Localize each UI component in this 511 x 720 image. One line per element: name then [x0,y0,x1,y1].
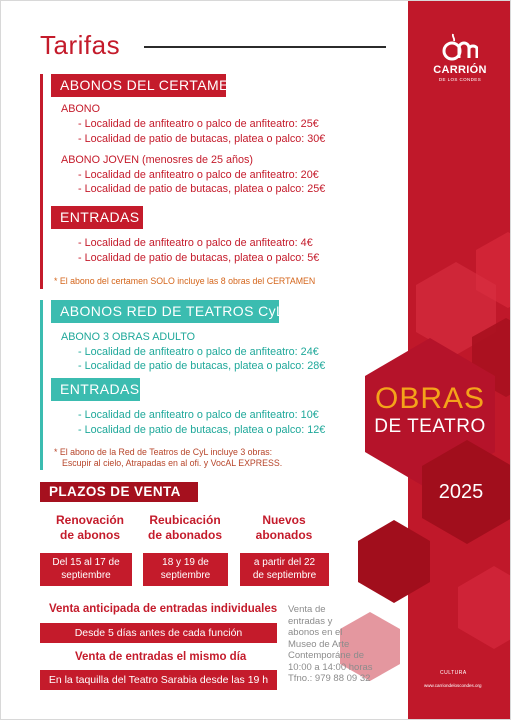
abonos-certamen-label: ABONOS DEL CERTAMEN [51,74,226,97]
renovacion-date-2: septiembre [61,570,111,581]
teatro-title: DE TEATRO [374,416,486,437]
reubicacion-dates [143,553,228,586]
year-label: 2025 [438,481,484,503]
nuevos-date-1: a partir del 22 [253,557,316,568]
red-side-bar [40,74,43,289]
page-title: Tarifas [40,30,121,60]
abonos-red-label: ABONOS RED DE TEATROS CyL [51,300,279,323]
entradas-red-line-2: - Localidad de patio de butacas, platea o palco: 12€ [78,424,326,436]
reubicacion-date-1: 18 y 19 de [162,557,209,568]
abono-red-line-2: - Localidad de patio de butacas, platea o palco: 28€ [78,360,326,372]
red-note-2: Escupir al cielo, Atrapadas en al ofi. y VocAL EXPRESS. [62,458,283,468]
certamen-note: * El abono del certamen SOLO incluye las 8 obras del CERTAMEN [54,276,316,286]
venta-info-line: abonos en el [288,627,343,638]
abono-joven-title: ABONO JOVEN (menosres de 25 años) [61,154,254,166]
nuevos-date-2: de septiembre [252,570,317,581]
mismo-dia-heading: Venta de entradas el mismo día [75,651,247,663]
nuevos-heading-1: Nuevos [262,513,306,527]
nuevos-heading-2: abonados [255,528,313,542]
cultura-label: CULTURA [440,670,467,676]
entradas-line-2: - Localidad de patio de butacas, platea o palco: 5€ [78,252,320,264]
abono-joven-line-2: - Localidad de patio de butacas, platea o palco: 25€ [78,183,326,195]
renovacion-date-1: Del 15 al 17 de [52,557,120,568]
anticipada-text: Desde 5 días antes de cada función [40,623,277,643]
venta-info-line: Tfno.: 979 88 09 32 [288,673,371,684]
reubicacion-heading-2: de abonados [147,528,222,542]
reubicacion-date-2: septiembre [160,570,211,581]
renovacion-heading-1: Renovación [55,513,124,527]
entradas-line-1: - Localidad de anfiteatro o palco de anfiteatro: 4€ [78,237,313,249]
nuevos-heading [234,513,334,543]
venta-info-line: Contemporáne de [288,650,365,661]
renovacion-dates [40,553,132,586]
abono-adulto-title: ABONO 3 OBRAS ADULTO [61,331,196,343]
venta-info-line: Venta de [288,604,326,615]
reubicacion-heading [135,513,235,543]
abono-title: ABONO [61,103,100,115]
title-rule [144,46,386,48]
abono-line-1: - Localidad de anfiteatro o palco de anfiteatro: 25€ [78,118,319,130]
nuevos-dates [240,553,329,586]
reubicacion-heading-1: Reubicación [149,513,221,527]
red-note-1: * El abono de la Red de Teatros de CyL incluye 3 obras: [54,447,273,457]
venta-info-line: entradas y [288,615,333,627]
entradas-red-label: ENTRADAS [51,378,140,401]
teal-side-bar [40,300,43,470]
renovacion-heading-2: de abonos [59,528,120,542]
venta-info-line: 10:00 a 14:00 horas [288,661,373,673]
obras-title-block [367,383,493,438]
website-label: www.carriondeloscondes.org [424,683,482,688]
logo-name: CARRIÓN [433,64,487,76]
logo-subtitle: DE LOS CONDES [438,77,482,82]
theatre-logo-icon [442,30,478,62]
plazos-label: PLAZOS DE VENTA [40,482,198,502]
entradas-red-line-1: - Localidad de anfiteatro o palco de anfiteatro: 10€ [78,409,319,421]
abono-red-line-1: - Localidad de anfiteatro o palco de anfiteatro: 24€ [78,346,319,358]
mismo-dia-text: En la taquilla del Teatro Sarabia desde las 19 h [40,670,277,690]
carrion-logo [422,30,498,82]
venta-info [288,604,398,685]
abono-joven-line-1: - Localidad de anfiteatro o palco de anfiteatro: 20€ [78,169,319,181]
obras-title: OBRAS [374,382,486,415]
renovacion-heading [40,513,140,543]
venta-info-line: Museo de Arte [288,638,350,650]
anticipada-heading: Venta anticipada de entradas individuales [49,603,278,615]
entradas-label: ENTRADAS [51,206,143,229]
abono-line-2: - Localidad de patio de butacas, platea o palco: 30€ [78,133,326,145]
